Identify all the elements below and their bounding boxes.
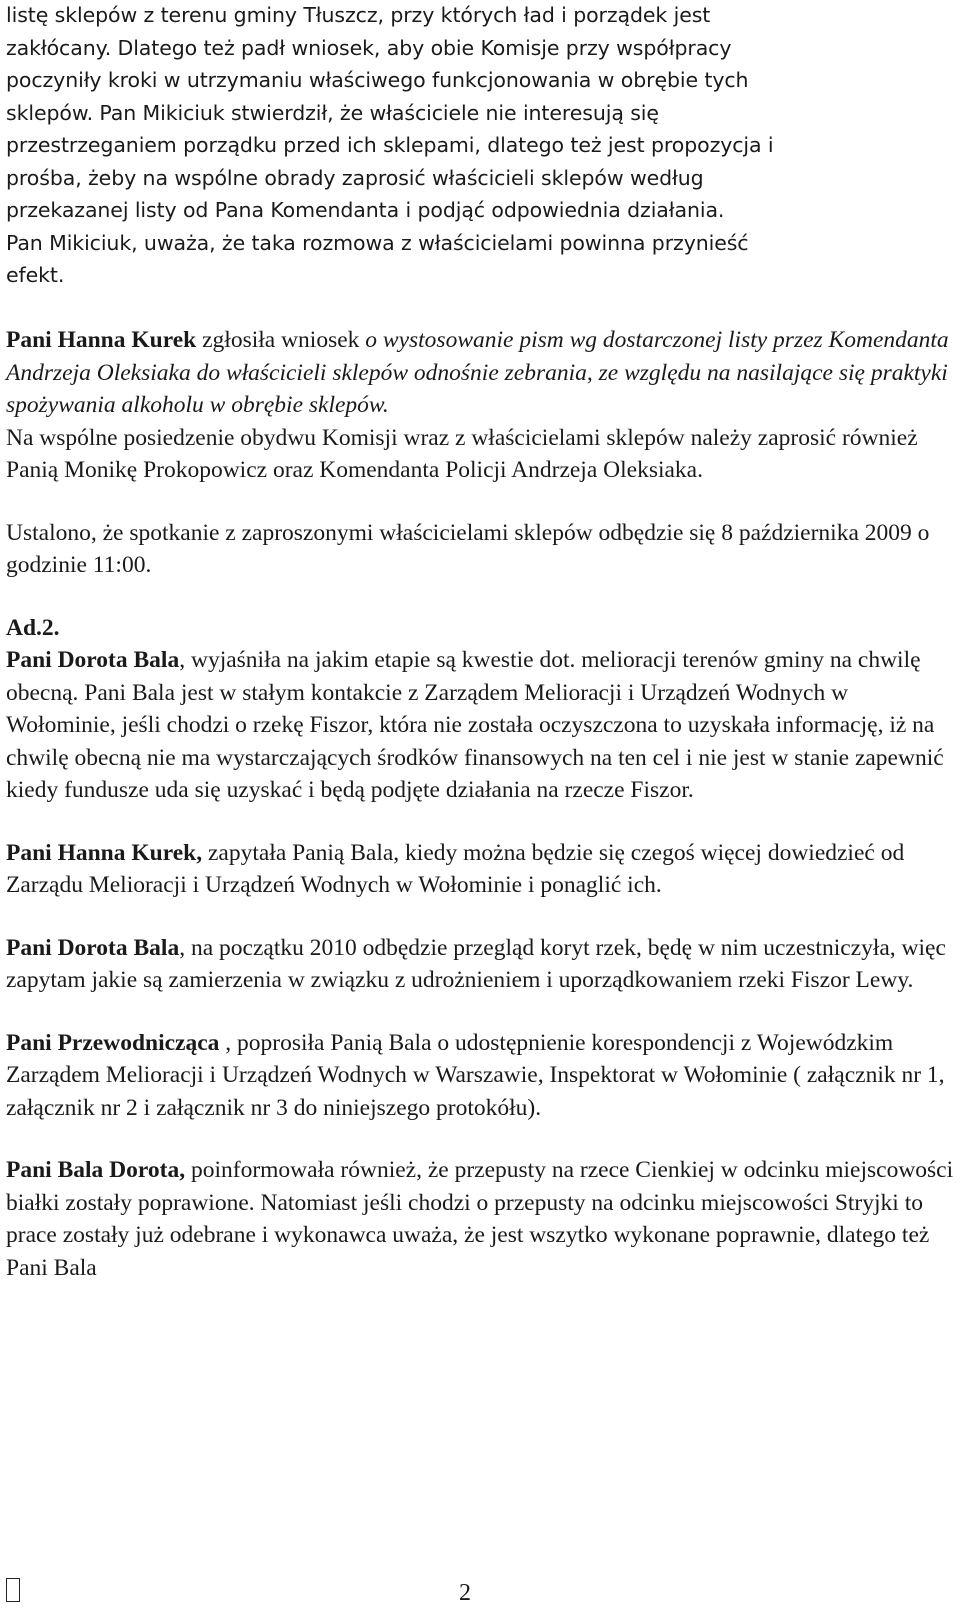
paragraph-text: zapytała Panią Bala, kiedy można będzie się czegoś więcej dowiedzieć od Zarządu Melioracji i Urządzeń Wodnych w Wołominie i ponaglić ich. bbox=[6, 839, 905, 898]
paragraph-kurek-question bbox=[6, 837, 954, 902]
paragraph-text: , wyjaśniła na jakim etapie są kwestie dot. melioracji terenów gminy na chwilę obecną. Pani Bala jest w stałym kontakcie z Zarządem Melioracji i Urządzeń Wodnych w Wołominie, jeśli chodzi o rzekę Fiszor, która nie została oczyszczona to uzyskała informację, iż na chwilę obecną nie ma wystarczających środków finansowych na ten cel i nie jest w stanie zapewnić kiedy fundusze uda się uzyskać i będą podjęte działania na rzecze Fiszor. bbox=[6, 647, 944, 803]
text-line: poczyniły kroki w utrzymaniu właściwego funkcjonowania w obrębie tych bbox=[6, 68, 749, 92]
text-line: przestrzeganiem porządku przed ich sklepami, dlatego też jest propozycja i bbox=[6, 133, 774, 157]
speaker-name: Pani Hanna Kurek bbox=[6, 327, 197, 353]
speaker-name: Pani Przewodnicząca bbox=[6, 1029, 220, 1056]
motion-text: o wystosowanie pism wg dostarczonej listy przez Komendanta Andrzeja Oleksiaka do właścicieli sklepów odnośnie zebrania, ze względu na nasilające się praktyki spożywania alkoholu w obrębie sklepów. bbox=[6, 327, 949, 418]
text-line: prośba, żeby na wspólne obrady zaprosić właścicieli sklepów według bbox=[6, 165, 704, 190]
speaker-name: Pani Dorota Bala bbox=[6, 934, 180, 961]
text-line: zakłócany. Dlatego też padł wniosek, aby obie Komisje przy współpracy bbox=[6, 35, 732, 60]
text-line: Pan Mikiciuk, uważa, że taka rozmowa z właścicielami powinna przynieść bbox=[6, 230, 749, 255]
paragraph-text: , na początku 2010 odbędzie przegląd koryt rzek, będę w nim uczestniczyła, więc zapytam jakie są zamierzenia w związku z udrożnieniem i uporządkowaniem rzeki Fiszor Lewy. bbox=[6, 934, 946, 993]
section-heading: Ad.2. bbox=[6, 614, 60, 641]
paragraph-text: , poprosiła Panią Bala o udostępnienie korespondencji z Wojewódzkim Zarządem Melioracji i Urządzeń Wodnych w Warszawie, Inspektorat w Wołominie ( załącznik nr 1, załącznik nr 2 i załącznik nr 3 do niniejszego protokółu). bbox=[6, 1029, 945, 1121]
paragraph-joint-meeting: Na wspólne posiedzenie obydwu Komisji wraz z właścicielami sklepów należy zaprosić również Panią Monikę Prokopowicz oraz Komendanta Policji Andrzeja Oleksiaka. bbox=[6, 424, 918, 483]
paragraph-meeting-date: Ustalono, że spotkanie z zaproszonymi właścicielami sklepów odbędzie się 8 października 2009 o godzinie 11:00. bbox=[6, 519, 930, 578]
box-glyph-icon bbox=[6, 1578, 20, 1602]
page-footer bbox=[6, 1578, 954, 1610]
text-line: efekt. bbox=[6, 263, 65, 287]
paragraph-bala-culverts bbox=[6, 1154, 954, 1284]
text-line: listę sklepów z terenu gminy Tłuszcz, przy których ład i porządek jest bbox=[6, 3, 711, 27]
paragraph-shops-list bbox=[6, 0, 774, 292]
paragraph-bala-explanation bbox=[6, 644, 954, 807]
speaker-name: Pani Dorota Bala bbox=[6, 647, 180, 673]
speaker-name: Pani Hanna Kurek, bbox=[6, 839, 203, 866]
paragraph-text: poinformowała również, że przepusty na rzece Cienkiej w odcinku miejscowości białki zostały poprawione. Natomiast jeśli chodzi o przepusty na odcinku miejscowości Stryjki to prace zostały już odebrane i wykonawca uważa, że jest wszytko wykonane poprawnie, dlatego też Pani Bala bbox=[6, 1157, 954, 1281]
document-body bbox=[6, 324, 954, 1284]
paragraph-chair-request bbox=[6, 1027, 954, 1125]
speaker-name: Pani Bala Dorota, bbox=[6, 1157, 186, 1183]
text-line: przekazanej listy od Pana Komendanta i podjąć odpowiednia działania. bbox=[6, 198, 725, 222]
paragraph-kurek-motion bbox=[6, 324, 954, 422]
page-number: 2 bbox=[459, 1580, 471, 1606]
text-line: sklepów. Pan Mikiciuk stwierdził, że właściciele nie interesują się bbox=[6, 100, 659, 125]
paragraph-text: zgłosiła wniosek bbox=[196, 327, 366, 353]
paragraph-bala-review bbox=[6, 932, 954, 997]
